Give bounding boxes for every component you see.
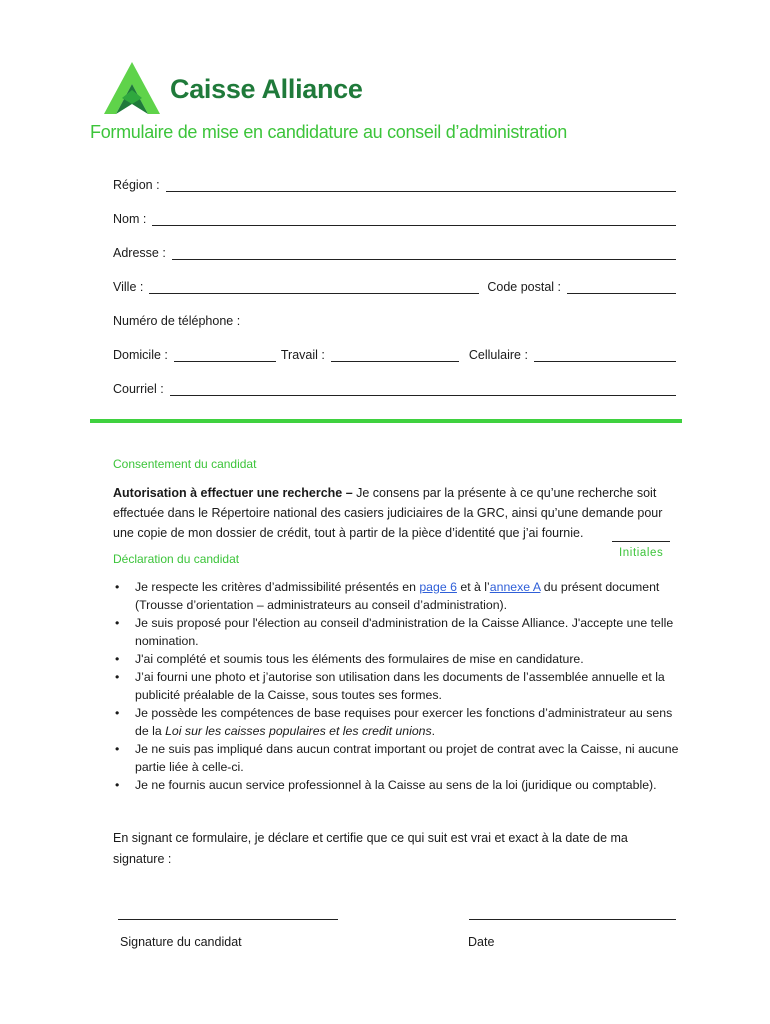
consent-heading: Consentement du candidat xyxy=(113,457,257,471)
travail-input-line[interactable] xyxy=(331,347,459,362)
code-postal-input-line[interactable] xyxy=(567,279,676,294)
page-6-link[interactable]: page 6 xyxy=(419,580,457,594)
declaration-list xyxy=(113,578,683,794)
phones-row xyxy=(113,342,676,362)
list-item: • Je suis proposé pour l'élection au conseil d'administration de la Caisse Alliance. J'accepte une telle nomination. xyxy=(113,614,683,650)
alliance-a-logo-icon xyxy=(102,60,162,116)
list-item xyxy=(113,578,683,614)
adresse-input-line[interactable] xyxy=(172,245,676,260)
telephone-label: Numéro de téléphone : xyxy=(113,314,241,328)
nom-row xyxy=(113,206,676,226)
date-input-line[interactable] xyxy=(469,919,676,920)
item-text: et à l’ xyxy=(456,580,490,594)
code-postal-label: Code postal : xyxy=(487,280,562,294)
adresse-label: Adresse : xyxy=(113,246,166,260)
annexe-a-link[interactable]: annexe A xyxy=(489,580,541,594)
travail-label: Travail : xyxy=(280,348,325,362)
nom-label: Nom : xyxy=(113,212,147,226)
authorization-text: Je consens par la présente à ce qu’une recherche soit effectuée dans le Répertoire national des casiers judiciaires de la GRC, ainsi qu’une demande pour une copie de mon dossier de crédit, tout à partir de la pièce d’identité que j’ai fournie. xyxy=(113,486,663,540)
cellulaire-label: Cellulaire : xyxy=(468,348,528,362)
certify-paragraph: En signant ce formulaire, je déclare et certifie que ce qui suit est vrai et exact à la date de ma signature : xyxy=(113,831,628,866)
law-title: Loi sur les caisses populaires et les credit unions xyxy=(165,724,432,738)
cellulaire-input-line[interactable] xyxy=(534,347,676,362)
nom-input-line[interactable] xyxy=(152,211,676,226)
signature-input-line[interactable] xyxy=(118,919,338,920)
region-input-line[interactable] xyxy=(166,177,676,192)
region-row xyxy=(113,172,676,192)
item-text: . xyxy=(431,724,436,738)
ville-input-line[interactable] xyxy=(149,279,479,294)
form-title: Formulaire de mise en candidature au conseil d’administration xyxy=(90,122,567,142)
declaration-heading: Déclaration du candidat xyxy=(113,552,240,566)
courriel-label: Courriel : xyxy=(113,382,164,396)
list-item: • Je ne suis pas impliqué dans aucun contrat important ou projet de contrat avec la Caisse, ni aucune partie liée à celle-ci. xyxy=(113,740,683,776)
adresse-row xyxy=(113,240,676,260)
authorization-title: Autorisation à effectuer une recherche – xyxy=(113,486,353,500)
courriel-input-line[interactable] xyxy=(170,381,676,396)
region-label: Région : xyxy=(113,178,160,192)
domicile-label: Domicile : xyxy=(113,348,168,362)
ville-label: Ville : xyxy=(113,280,144,294)
item-text: du présent document (Trousse d’orientation – administrateurs au conseil d’administration). xyxy=(135,580,660,612)
initials-input-line[interactable] xyxy=(612,541,670,542)
list-item: • J'ai complété et soumis tous les éléments des formulaires de mise en candidature. xyxy=(113,650,683,668)
courriel-row xyxy=(113,376,676,396)
domicile-input-line[interactable] xyxy=(174,347,276,362)
section-divider xyxy=(90,419,682,423)
signature-label: Signature du candidat xyxy=(120,935,242,949)
item-text: Je possède les compétences de base requises pour exercer les fonctions d’administrateur au sens de la xyxy=(135,706,673,738)
list-item xyxy=(113,704,683,740)
date-label: Date xyxy=(468,935,495,949)
authorization-paragraph xyxy=(113,483,669,543)
item-text: Je respecte les critères d’admissibilité présentés en xyxy=(135,580,420,594)
initials-label: Initiales xyxy=(619,547,664,559)
telephone-row xyxy=(113,308,676,328)
list-item: • Je ne fournis aucun service professionnel à la Caisse au sens de la loi (juridique ou comptable). xyxy=(113,776,683,794)
ville-row xyxy=(113,274,676,294)
brand-name: Caisse Alliance xyxy=(170,74,363,104)
list-item: • J’ai fourni une photo et j’autorise son utilisation dans les documents de l’assemblée annuelle et la publicité préalable de la Caisse, sous toutes ses formes. xyxy=(113,668,683,704)
